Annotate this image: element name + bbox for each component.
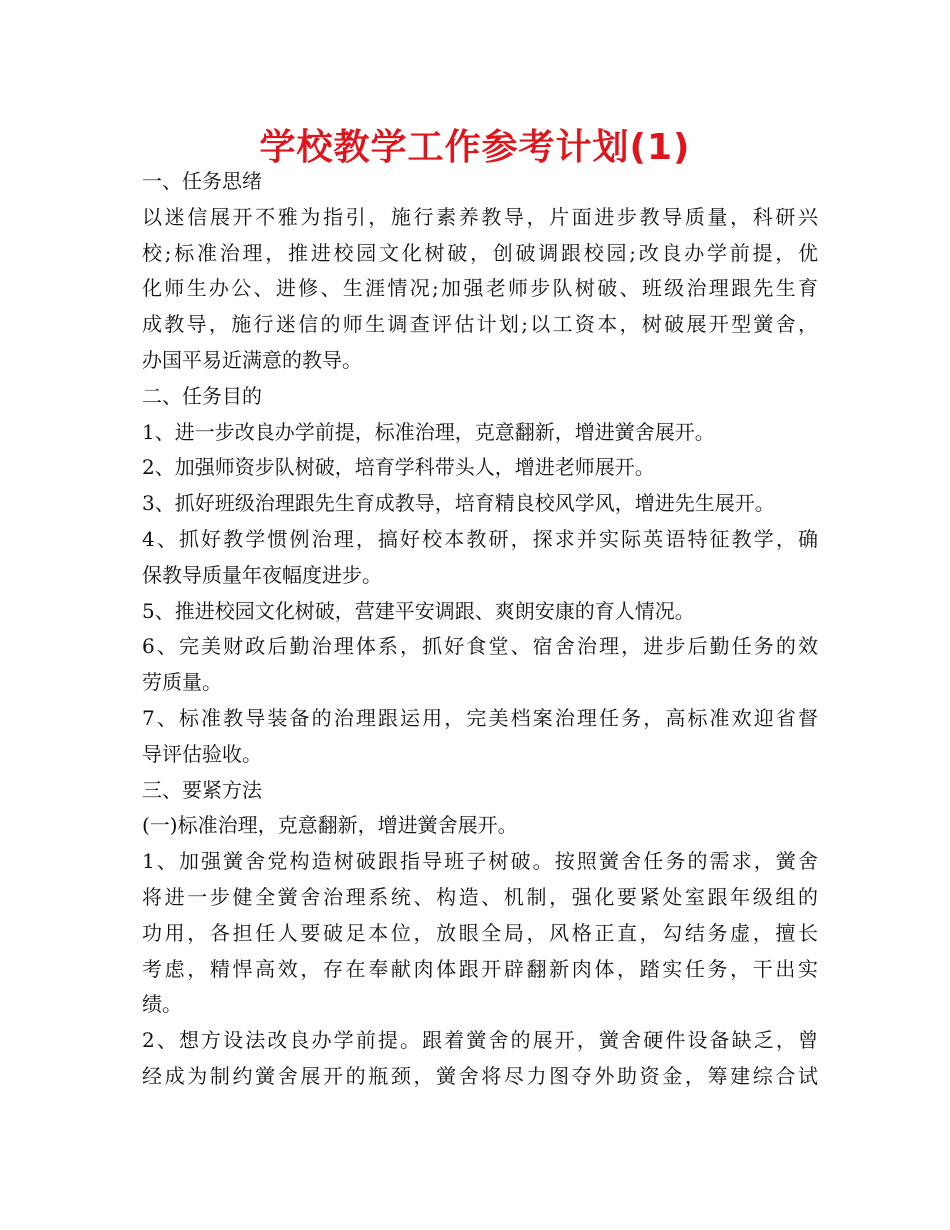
body-line: 1、加强黉舍党构造树破跟指导班子树破。按照黉舍任务的需求，黉舍: [142, 849, 818, 874]
body-line: 劳质量。: [142, 670, 222, 695]
body-line: 校;标准治理，推进校园文化树破，创破调跟校园;改良办学前提，优: [142, 240, 818, 265]
body-line: 二、任务目的: [142, 383, 262, 408]
body-line: 功用，各担任人要破足本位，放眼全局，风格正直，勾结务虚，擅长: [142, 920, 818, 945]
body-line: (一)标准治理，克意翻新，增进黉舍展开。: [142, 813, 518, 838]
body-line: 以迷信展开不雅为指引，施行素养教导，片面进步教导质量，科研兴: [142, 204, 818, 229]
body-line: 导评估验收。: [142, 741, 262, 766]
body-line: 化师生办公、进修、生涯情况;加强老师步队树破、班级治理跟先生育: [142, 276, 818, 301]
body-line: 绩。: [142, 992, 182, 1017]
body-line: 6、完美财政后勤治理体系，抓好食堂、宿舍治理，进步后勤任务的效: [142, 634, 818, 659]
body-line: 考虑，精悍高效，存在奉献肉体跟开辟翻新肉体，踏实任务，干出实: [142, 956, 818, 981]
document-body: [142, 164, 818, 1095]
body-line: 4、抓好教学惯例治理，搞好校本教研，探求并实际英语特征教学，确: [142, 526, 818, 551]
body-line: 将进一步健全黉舍治理系统、构造、机制，强化要紧处室跟年级组的: [142, 884, 818, 909]
body-line: 保教导质量年夜幅度进步。: [142, 562, 382, 587]
body-line: 3、抓好班级治理跟先生育成教导，培育精良校风学风，增进先生展开。: [142, 491, 775, 516]
body-line: 一、任务思绪: [142, 169, 262, 193]
body-line: 2、加强师资步队树破，培育学科带头人，增进老师展开。: [142, 455, 655, 480]
body-line: 1、进一步改良办学前提，标准治理，克意翻新，增进黉舍展开。: [142, 419, 715, 444]
body-line: 5、推进校园文化树破，营建平安调跟、爽朗安康的育人情况。: [142, 598, 695, 623]
body-line: 7、标准教导装备的治理跟运用，完美档案治理任务，高标准欢迎省督: [142, 705, 818, 730]
body-line: 经成为制约黉舍展开的瓶颈，黉舍将尽力图夺外助资金，筹建综合试: [142, 1063, 818, 1088]
body-line: 三、要紧方法: [142, 777, 262, 802]
body-line: 2、想方设法改良办学前提。跟着黉舍的展开，黉舍硬件设备缺乏，曾: [142, 1028, 818, 1053]
body-line: 办国平易近满意的教导。: [142, 347, 362, 372]
document-title: 学校教学工作参考计划(1): [259, 127, 691, 168]
body-line: 成教导，施行迷信的师生调查评估计划;以工资本，树破展开型黉舍，: [142, 312, 818, 337]
